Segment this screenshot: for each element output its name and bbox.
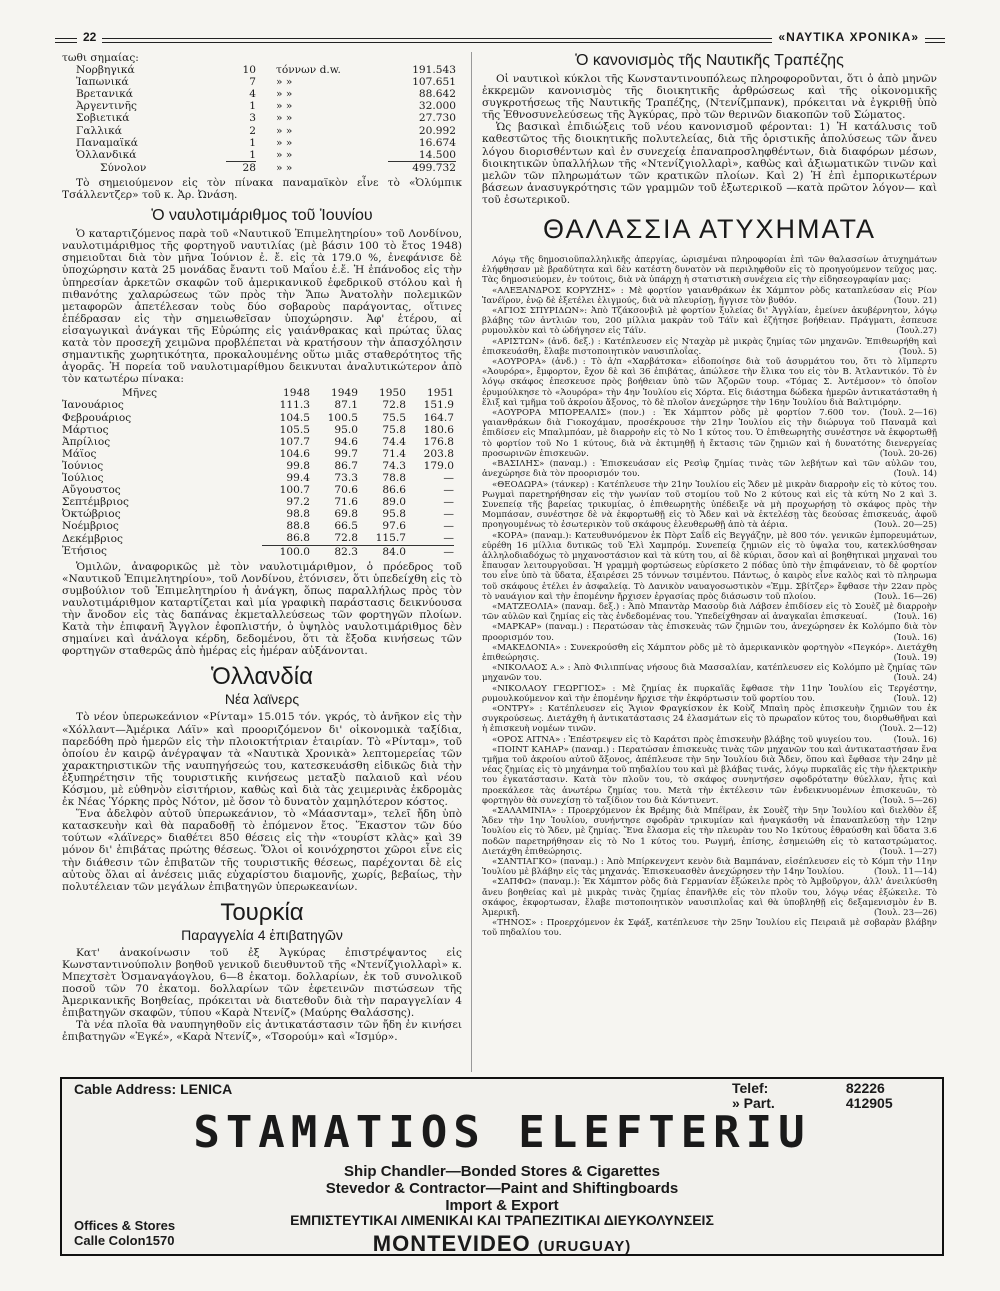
flag-name: Νορβηγικά bbox=[76, 64, 135, 77]
flag-unit: » » bbox=[276, 112, 293, 125]
index-value: — bbox=[443, 484, 454, 497]
index-row bbox=[62, 508, 454, 520]
flag-unit: » » bbox=[276, 100, 293, 113]
index-row bbox=[62, 532, 454, 545]
index-value: 115.7 bbox=[375, 532, 406, 545]
city-name: MONTEVIDEO bbox=[372, 1231, 531, 1256]
index-value: 75.5 bbox=[382, 411, 406, 424]
flag-tons: 191.543 bbox=[412, 64, 456, 77]
index-value: 74.3 bbox=[382, 459, 406, 472]
index-value: 99.4 bbox=[286, 472, 310, 484]
index-month: Νοέμβριος bbox=[62, 520, 119, 533]
accident-entry bbox=[482, 745, 937, 806]
accident-entry bbox=[482, 663, 937, 683]
flags-note: Τὸ σημειούμενον εἰς τὸν πίνακα παναμαϊκὸν εἶνε τὸ «Ὀλύμπικ Τσάλλεντζερ» τοῦ κ. Ἀρ. Ὠνάση. bbox=[62, 176, 462, 202]
accident-entry bbox=[482, 622, 937, 642]
index-header-year: 1950 bbox=[379, 387, 406, 400]
index-value: 151.9 bbox=[423, 399, 454, 412]
index-value: 86.7 bbox=[334, 459, 358, 472]
accident-entry bbox=[482, 408, 937, 459]
accident-entry bbox=[482, 918, 937, 938]
ad-line-2: Stevedor & Contractor—Paint and Shiftingboards bbox=[325, 1180, 679, 1197]
accident-date: (Ἰουλ. 5—26) bbox=[879, 795, 937, 806]
flag-row bbox=[76, 64, 456, 76]
magazine-title: «ΝΑΥΤΙΚΑ ΧΡΟΝΙΚΑ» bbox=[772, 30, 925, 44]
accident-text: «ΣΑΛΑΜΙΝΙΑ» : Προερχόμενον ἐκ Βρέμης διὰ Μπέϊραν, ἐκ Σουὲζ τὴν 5ην Ἰουλίου καὶ διελθὸν ἐξ Ἄδεν τὴν 1ην Ἰουλίου, συνήντησε σφοδρὰν τρικυμίαν καὶ ἠναγκάσθη νὰ ἐπαναπλεύσῃ τὴν 12ην Ἰουλίου εἰς τὸ Ἄδεν, μὲ ζημίας. Ἕνα ἔλασμα εἰς τὴν πλευρὰν του Νο 1κύτους ἐθραύσθη καὶ ὕδατα 3.6 ποδῶν παρετηρήθησαν εἰς τὸ Νο 1 κύτος του. Ρωγμή, ἐπίσης, ἐσημειώθη εἰς τὸ καταστρώματος. Διετάχθη ἐπιθεώρησις. bbox=[482, 806, 937, 857]
flag-total-unit: » » bbox=[276, 161, 293, 174]
index-row bbox=[62, 484, 454, 496]
index-month: Ἰανουάριος bbox=[62, 399, 124, 412]
index-month: Φεβρουάριος bbox=[62, 411, 132, 424]
index-value: 87.1 bbox=[334, 399, 358, 412]
index-value: 97.6 bbox=[382, 520, 406, 533]
accident-text: «ΒΑΣΙΛΗΣ» (παναμ.) : Ἐπισκευάσαν εἰς Ρεσὶφ ζημίας τινὰς τῶν λεβήτων καὶ τῶν αὐλῶν του, ἀνεχώρησε διὰ τὸν προορισμόν του. bbox=[482, 459, 937, 480]
accident-entry bbox=[482, 877, 937, 918]
index-header-months: Μῆνες bbox=[122, 387, 158, 400]
index-value: 98.8 bbox=[286, 508, 310, 521]
flag-row bbox=[76, 88, 456, 100]
flag-name: Παναμαϊκά bbox=[76, 136, 138, 149]
index-annual-row bbox=[62, 545, 454, 558]
index-annual-value: 84.0 bbox=[358, 545, 406, 558]
turkey-subtitle: Παραγγελία 4 ἐπιβατηγῶν bbox=[181, 926, 343, 943]
sea-accidents-title: ΘΑΛΑΣΣΙΑ ΑΤΥΧΗΜΑΤΑ bbox=[543, 214, 876, 245]
ad-line-3: Import & Export bbox=[445, 1197, 559, 1214]
accident-date: (Ἰουν. 21) bbox=[893, 295, 937, 306]
index-value: 72.8 bbox=[334, 532, 358, 545]
index-value: 104.5 bbox=[279, 411, 310, 424]
accident-date: (Ἰουλ. 24) bbox=[893, 673, 937, 684]
offices-address: Calle Colon1570 bbox=[74, 1233, 175, 1248]
turkey-paragraph-2: Τὰ νέα πλοῖα θὰ ναυπηγηθοῦν εἰς ἀντικατάστασιν τῶν ἤδη ἐν κινήσει ἐπιβατηγῶν «Ἐγκέ», «Καρὰ Ντενίζ», «Τσορούμ» καὶ «Ἰσμύρ». bbox=[62, 1019, 462, 1044]
freight-index-title: Ὁ ναυλοτιμάριθμος τοῦ Ἰουνίου bbox=[151, 207, 373, 225]
flag-row bbox=[76, 76, 456, 88]
accident-entry bbox=[482, 643, 937, 663]
accident-date: (Ἰουλ. 14) bbox=[893, 469, 937, 480]
flag-row bbox=[76, 137, 456, 149]
freight-index-table bbox=[62, 387, 454, 557]
index-month: Μάϊος bbox=[62, 447, 97, 460]
index-row bbox=[62, 424, 454, 436]
accident-date: (Ἰουλ. 16—26) bbox=[874, 591, 937, 602]
accident-date: (Ἰουλ.27) bbox=[896, 326, 937, 337]
accident-date: (Ἰουλ. 16) bbox=[893, 612, 937, 623]
accidents-intro: Λόγῳ τῆς δημοσιοϋπαλληλικῆς ἀπεργίας, ὡρισμέναι πληροφορίαι ἐπὶ τῶν θαλασσίων ἀτυχημάτων ἐλήφθησαν μὲ βραδύτητα καὶ δὲν κατέστη δυνατὸν νὰ περιληφθοῦν εἰς τὸ προηγούμενον τεῦχος μας. Τὰς δημοσιεύομεν, ἐν τούτοις, διὰ νὰ ὑπάρχῃ ἡ στατιστικὴ συνέχεια εἰς τὴν εἰδησεογραφίαν μας: bbox=[482, 255, 937, 286]
index-annual-value: 82.3 bbox=[310, 545, 358, 558]
flag-unit: » » bbox=[276, 88, 293, 101]
index-month: Μάρτιος bbox=[62, 423, 109, 436]
freight-paragraph-2: Ὁμιλῶν, ἀναφορικῶς μὲ τὸν ναυλοτιμάριθμον, ὁ πρόεδρος τοῦ «Ναυτικοῦ Ἐπιμελητηρίου», τοῦ Λονδίνου, ἐτόνισεν, ὅτι ὑπεδείχθη εἰς τὸ συμβούλιον τοῦ Ἐπιμελητηρίου ἡ ἀνάγκη, ὅπως παραλλήλως πρὸς τὸν ναυλοτιμάριθμον καταρτίζεται καὶ μία γραφικὴ παράστασις δεικνύουσα τὴν ἄνοδον εἰς τὰς δαπάνας ἐκμεταλλεύσεως τῶν φορτηγῶν πλοίων. Κατὰ τὴν ἐπιφανῆ Ἄγγλον ἐφοπλιστήν, ὁ ὑψηλὸς ναυλοτιμάριθμος δὲν σημαίνει καὶ ἀνάλογα κέρδη, δεδομένου, ὅτι τὰ ἔξοδα κινήσεως τῶν φορτηγῶν σταθερῶς ἀπὸ ἡμέρας εἰς ἡμέραν αὐξάνονται. bbox=[62, 560, 462, 658]
accident-date: (Ἰουλ. 1—27) bbox=[879, 846, 937, 857]
index-value: — bbox=[443, 520, 454, 533]
flag-name: Ἰαπωνικά bbox=[76, 76, 129, 89]
right-column bbox=[482, 52, 937, 939]
holland-title: Ὁλλανδία bbox=[211, 663, 313, 691]
accident-text: «ΜΑΤΖΕΟΛΙΑ» (παναμ. δεξ.) : Ἀπὸ Μπαντὰρ Μασοὺρ διὰ Λάβσεν ἐπιδίσεν εἰς τὸ Σουὲζ μὲ διαρροὴν τῶν αὐλῶν καὶ ζημίας εἰς τὰς ἐνδεδομένας του. Ὑπεδείχθησαν αἱ ἀναγκαῖαι ἐπισκευαί. bbox=[482, 601, 937, 623]
accident-date: (Ἰουλ. 2—12) bbox=[879, 724, 937, 735]
accident-entry bbox=[482, 857, 937, 877]
telephone-part-label: » Part. bbox=[732, 1095, 775, 1111]
accident-entry bbox=[482, 286, 937, 306]
accident-entry bbox=[482, 806, 937, 857]
accident-entry bbox=[482, 602, 937, 622]
bank-paragraph-2: Ὡς βασικαὶ ἐπιδιώξεις τοῦ νέου κανονισμοῦ φέρονται: 1) Ἡ κατάλυσις τοῦ καθεστῶτος τῆς διοικητικῆς πολυτελείας, διὰ τῆς ὁριστικῆς ἀπολύσεως τῶν ἄνευ λόγου διορισθέντων καὶ ἐν συνεχείᾳ ἐπαναπροσληφθέντων, διὰ διαφόρων μέσων, διοικητικῶν ὑπαλλήλων τῆς «Ντενίζγιολλαρὶ», καθὼς καὶ ἀξιωματικῶν τινῶν καὶ μελῶν τῶν πληρωμάτων τῶν κρατικῶν πλοίων. Καὶ 2) Ἡ ἐπὶ ἐμπορικωτέρων βάσεων ἀνασυγκρότησις τῶν γραμμῶν τοῦ ἐξωτερικοῦ —κατὰ πρῶτον λόγον— καὶ τοῦ ἐσωτερικοῦ. bbox=[482, 121, 937, 206]
index-value: 73.3 bbox=[334, 472, 358, 484]
index-value: 100.7 bbox=[279, 484, 310, 497]
index-month: Δεκέμβριος bbox=[62, 532, 123, 545]
telephone-number-2: 412905 bbox=[845, 1095, 893, 1111]
cable-address: Cable Address: LENICA bbox=[74, 1081, 233, 1097]
index-value: 107.7 bbox=[279, 435, 310, 448]
index-month: Αὔγουστος bbox=[62, 484, 121, 497]
ad-line-1: Ship Chandler—Bonded Stores & Cigarettes bbox=[344, 1163, 660, 1180]
company-name: STAMATIOS ELEFTERIU bbox=[193, 1107, 811, 1158]
index-value: 69.8 bbox=[334, 508, 358, 521]
flag-unit: » » bbox=[276, 136, 293, 149]
accident-entry bbox=[482, 459, 937, 479]
index-value: 78.8 bbox=[382, 472, 406, 484]
index-value: 86.8 bbox=[286, 532, 310, 545]
index-annual-label: Ἐτήσιος bbox=[62, 545, 107, 558]
accident-text: «ΝΙΚΟΛΑΟΣ Α.» : Ἀπὸ Φιλιππίνας νήσους διὰ Μασσαλίαν, κατέπλευσεν εἰς Κολόμπο μὲ ζημίας τῶν μηχανῶν του. bbox=[482, 663, 937, 684]
telephone-number-1: 82226 bbox=[845, 1080, 885, 1096]
telephone-label: Telef: bbox=[732, 1080, 769, 1096]
index-row bbox=[62, 399, 454, 411]
flag-total-row bbox=[76, 161, 456, 174]
index-value: — bbox=[443, 472, 454, 484]
flag-tons: 88.642 bbox=[418, 88, 456, 101]
index-value: — bbox=[443, 532, 454, 545]
accident-entry bbox=[482, 531, 937, 602]
accident-text: «ΝΙΚΟΛΑΟΥ ΓΕΩΡΓΙΟΣ» : Μὲ ζημίας ἐκ πυρκαϊᾶς ἔφθασε τὴν 11ην Ἰουλίου εἰς Τεργέστην, ρυμουλκούμενον καὶ τὴν ἐπομένην ἤρχισε τὴν ἐκφόρτωσιν τοῦ φορτίου του. bbox=[482, 683, 937, 704]
flag-row bbox=[76, 112, 456, 124]
accident-text: «ΑΛΕΞΑΝΔΡΟΣ ΚΟΡΥΖΗΣ» : Μὲ φορτίον γαιανθράκων ἐκ Χάμπτον ρὸδς καταπλεύσαν εἰς Ρίον Ἰανέϊρον, ἐνῷ δὲ ἐξετέλει ἐλιγμούς, διὰ νὰ πλευρίσῃ, ἤγγισε τὸν βυθόν. bbox=[482, 285, 937, 306]
flag-count: 1 bbox=[249, 148, 256, 161]
index-annual-value: 100.0 bbox=[262, 545, 310, 558]
index-value: 180.6 bbox=[423, 423, 454, 436]
column-divider bbox=[471, 52, 472, 1072]
accident-entry bbox=[482, 480, 937, 531]
flag-tons: 32.000 bbox=[418, 100, 456, 113]
index-value: 88.8 bbox=[286, 520, 310, 533]
flag-unit: » » bbox=[276, 124, 293, 137]
flag-total-name: Σύνολον bbox=[100, 161, 147, 174]
accident-entry bbox=[482, 684, 937, 704]
flag-unit: » » bbox=[276, 149, 293, 161]
index-value: 176.8 bbox=[423, 435, 454, 448]
ad-line-4: ΕΜΠΙΣΤΕΥΤΙΚΑΙ ΛΙΜΕΝΙΚΑΙ ΚΑΙ ΤΡΑΠΕΖΙΤΙΚΑΙ ΔΙΕΥΚΟΛΥΝΣΕΙΣ bbox=[290, 1212, 714, 1228]
index-value: — bbox=[443, 496, 454, 509]
index-value: 99.7 bbox=[334, 447, 358, 460]
flag-name: Ἀργεντινῆς bbox=[76, 100, 137, 113]
flag-total-count: 28 bbox=[226, 161, 256, 174]
flag-total-tons: 499.732 bbox=[388, 161, 456, 174]
index-value: 74.4 bbox=[382, 435, 406, 448]
index-value: 95.8 bbox=[382, 508, 406, 521]
flag-name: Σοβιετικά bbox=[76, 112, 130, 125]
flag-count: 3 bbox=[249, 112, 256, 125]
index-value: 105.5 bbox=[279, 423, 310, 436]
index-value: 75.8 bbox=[382, 423, 406, 436]
accident-text: «ΤΗΝΟΣ» : Προερχόμενον ἐκ Σφάξ, κατέπλευσε τὴν 25ην Ἰουλίου εἰς Πειραιᾶ μὲ σοβαρὰν βλάβην τοῦ πηδαλίου του. bbox=[482, 918, 937, 939]
city-line bbox=[62, 1231, 942, 1257]
accident-text: «ΣΑΠΦΩ» (παναμ.): Ἐκ Χάμπτον ρὸδς διὰ Γερμανίαν ἐξώκειλε πρὸς τὸ Ἀμβοῦργον, ἀλλ' ἀνειλκύσθη ἄνευ βοηθείας καὶ μὲ μικρὰς τινὰς ζημίας ἐπανῆλθε εἰς τὸν πλοῦν του, λόγῳ νέας ἐξώκειλε. Τὸ σκάφος, ἐκφορτωσαν, ἔλαβε πιστοποιητικὸν ναυσιπλοΐας καὶ θὰ ὑποβληθῇ εἰς δεξαμενισμὸν ἐν Β. Ἀμερικῆ. bbox=[482, 877, 937, 919]
index-value: 111.3 bbox=[279, 399, 310, 412]
accident-text: «ΑΟΥΡΟΡΑ ΜΠΟΡΕΑΛΙΣ» (πον.) : Ἐκ Χάμπτον ρὸδς μὲ φορτίον 7.600 τον. γαιανθράκων διὰ Γιοκοχάμαν, προσέκρουσε τὴν 21ην Ἰουλίου εἰς τὴν διώρυγα τοῦ Παναμᾶ καὶ ἐπιδίσεν εἰς Μπαλμπόαν, μὲ διαρροὴν εἰς τὸ Νο 1 κύτος του. Ὁ ἐπιθεωρητὴς συνέστησε νὰ ἐκφορτωθῇ τὸ φορτίον τοῦ Νο 1 κύτους, διὰ νὰ ἐκτιμηθῇ ἡ ἔκτασις τῶν ζημιῶν καὶ ἡ δυνατότης διενεργείας προσωρινῶν ἐπισκευῶν. bbox=[482, 408, 937, 459]
accident-entry bbox=[482, 337, 937, 357]
index-value: 203.8 bbox=[423, 447, 454, 460]
index-value: 86.6 bbox=[382, 484, 406, 497]
index-value: 164.7 bbox=[423, 411, 454, 424]
flags-intro: τωθι σημαίας: bbox=[62, 52, 139, 64]
index-month: Ὀκτώβριος bbox=[62, 508, 121, 521]
accident-text: «ΑΡΙΣΤΩΝ» (ἀνδ. δεξ.) : Κατέπλευσεν εἰς Νταχὰρ μὲ μικρὰς ζημίας τῶν μηχανῶν. Ἐπιθεωρήθη καὶ ἐπισκευάσθη, ἔλαβε πιστοποιητικὸν ναυσιπλοΐας. bbox=[482, 336, 937, 357]
accident-date: (Ἰουλ. 20-26) bbox=[879, 448, 937, 459]
page-number: 22 bbox=[77, 30, 102, 44]
accident-text: «ΑΓΙΟΣ ΣΠΥΡΙΔΩΝ»: Ἀπὸ Τζάκσονβιλ μὲ φορτίον ξυλείας δι' Ἀγγλίαν, ἐμείνεν ἀκυβέρνητον, λόγῳ βλάβης τῶν ἀντλιῶν του, 200 μίλλια μακρὰν τοῦ Τάϊν καὶ ἐζήτησε βοήθειαν. Πράγματι, ἐσπευσε ρυμουλκὸν καὶ τὸ ὡδήγησεν εἰς Τάϊν. bbox=[482, 306, 937, 337]
sea-accidents-list bbox=[482, 255, 937, 939]
index-header-year: 1948 bbox=[283, 387, 310, 400]
accident-text: «ΜΑΚΕΔΟΝΙΑ» : Συνεκρούσθη εἰς Χάμπτον ρὸδς μὲ τὸ ἀμερικανικὸν φορτηγὸν «Πεγκόρ». Διετάχθη ἐπιθεώρησις. bbox=[482, 642, 937, 663]
accident-date: (Ἰουλ. 11—14) bbox=[874, 867, 937, 878]
index-row bbox=[62, 496, 454, 508]
index-header-year: 1949 bbox=[331, 387, 358, 400]
flag-row bbox=[76, 149, 456, 162]
index-row bbox=[62, 412, 454, 424]
page-header bbox=[55, 30, 945, 48]
flag-tons: 14.500 bbox=[418, 148, 456, 161]
flag-name: Ὁλλανδικά bbox=[76, 149, 137, 161]
holland-paragraph-1: Τὸ νέον ὑπερωκεάνιον «Ρίνταμ» 15.015 τόν. γκρός, τὸ ἀνῆκον εἰς τὴν «Χόλλαντ—Ἀμέρικα Λάϊν» καὶ προοριζόμενον δι' οἰκονομικὰ ταξίδια, παρεδόθη πρὸ ἡμερῶν εἰς τὴν πλοιοκτήτριαν ἑταιρίαν. Τὸ «Ρίνταμ», τοῦ ὁποίου ἐν καιρῷ ἀνέγραψαν τὰ «Ναυτικὰ Χρονικὰ» λεπτομερείας τῶν χαρακτηριστικῶν τῆς ναυπηγήσεώς του, κατεσκευάσθη εἰδικῶς διὰ τὴν ἐξυπηρέτησιν τῆς τουριστικῆς κινήσεως μεταξὺ παλαιοῦ καὶ νέου Κόσμου, μὲ εὐθηνὸν εἰσιτήριον, καθὼς καὶ διὰ τὰς χειμερινὰς ἐκδρομὰς ἐκ Νέας Ὑόρκης πρὸς Νότον, μὲ ὅσον τὸ δυνατὸν χαμηλότερον κόστος. bbox=[62, 711, 462, 809]
freight-paragraph-1: Ὁ καταρτιζόμενος παρὰ τοῦ «Ναυτικοῦ Ἐπιμελητηρίου» τοῦ Λονδίνου, ναυλοτιμάριθμος τῆς φορτηγοῦ ναυτιλίας (μὲ βάσιν 100 τὸ ἔτος 1948) σημειοῦται διὰ τὸν μῆνα Ἰούνιον ἐ. ἔ. εἰς τὰ 179.0 %, ἐνεφάνισε δὲ ὑποχώρησιν κατὰ 25 μονάδας ἔναντι τοῦ Μαΐου ἐ.ἔ. Ἡ ἐπάνοδος εἰς τὴν ὑπηρεσίαν ἀρκετῶν σκαφῶν τοῦ ἀμερικανικοῦ ἐφεδρικοῦ στόλου καὶ ἡ πιθανότης χαλαρώσεως τῶν πρὸς τὴν Ἄπω Ἀνατολὴν πολεμικῶν μεταφορῶν ἀπετέλεσαν τοὺς δύο σοβαροὺς παράγοντας, οἵτινες ἐπέδρασαν εἰς τὴν σημειωθεῖσαν ὑποχώρησιν. Ἀφ' ἑτέρου, αἱ εἰσαγωγικαὶ ἀνάγκαι τῆς Εὐρώπης εἰς γαιάνθρακας καὶ πρώτας ὕλας κατὰ τὸν προσεχῆ χειμῶνα προβλέπεται νὰ κρατήσουν τὴν ἀπασχόλησιν σημαντικῆς χωρητικότητα, προκαλουμένης οὕτω μιᾶς σταθερότητος τῆς ἀγορᾶς. Ἡ πορεία τοῦ ναυλοτιμαρίθμου δεικνυται ἀναλυτικώτερον ἀπὸ τὸν κατωτέρω πίνακα: bbox=[62, 228, 462, 386]
flag-name: Βρετανικά bbox=[76, 88, 133, 101]
index-month: Ἰούλιος bbox=[62, 472, 104, 484]
index-value: 71.6 bbox=[334, 496, 358, 509]
index-value: 99.8 bbox=[286, 459, 310, 472]
index-month: Σεπτέμβριος bbox=[62, 496, 129, 509]
accident-date: (Ἰουλ. 5) bbox=[899, 346, 937, 357]
turkey-title: Τουρκία bbox=[220, 898, 304, 926]
accident-entry bbox=[482, 357, 937, 419]
flag-count: 4 bbox=[249, 88, 256, 101]
flag-tons: 20.992 bbox=[418, 124, 456, 137]
flag-row bbox=[76, 100, 456, 112]
advertisement bbox=[60, 1077, 944, 1256]
flag-row bbox=[76, 125, 456, 137]
flag-tons: 16.674 bbox=[418, 136, 456, 149]
flag-count: 10 bbox=[242, 64, 256, 77]
accident-entry bbox=[482, 704, 937, 735]
index-row bbox=[62, 472, 454, 484]
index-row bbox=[62, 460, 454, 472]
index-value: 89.0 bbox=[382, 496, 406, 509]
index-row bbox=[62, 448, 454, 460]
accident-date: (Ἰουλ. 16) bbox=[893, 632, 937, 643]
flag-tons: 107.651 bbox=[412, 76, 456, 89]
index-value: 70.6 bbox=[334, 484, 358, 497]
accident-text: «ΑΟΥΡΟΡΑ» (ἀνδ.) : Τὸ ἁ/π «Χαρβάτσκα» εἰδοποίησε διὰ τοῦ ἀσυρμάτου του, ὅτι τὸ λῖμπερτυ «Ἀουρόρα», ἔμφορτον, ἔχον δὲ καὶ 36 ἐπιβάτας, ἀπώλεσε τὴν ἕλικα του εἰς τὸν Β. Ἀτλαντικόν. Τὸ ἐν λόγῳ σκάφος ἐπεσκευσε πρὸς βοήθειαν ὑπὸ τῶν Ἀζορῶν τουρ. «Τόμας Σ. Ἀντέμσον» τὸ ὁποῖον ἐρυμούλκησε τὸ «Ἀουρόρα» τὴν 4ην Ἰουλίου εἰς Χόρτα. Εἰς διάστημα δώδεκα ἡμερῶν ἀντικατάσταθη ἡ ἕλιξ καὶ τμῆμα τοῦ ἀκροίου ἄξονος, τὸ δὲ πλοῖον ἀνεχώρησε τὴν 16ην Ἰουλίου διὰ Βαλτιμόρην. bbox=[482, 357, 937, 408]
accident-date: (Ἰουλ. 12) bbox=[893, 693, 937, 704]
flag-count: 7 bbox=[249, 76, 256, 89]
index-annual-value: — bbox=[406, 545, 454, 558]
accident-text: «ΚΟΡΑ» (παναμ.): Κατευθυνόμενον ἐκ Πὸρτ Σαΐδ εἰς Βεγγάζην, μὲ 800 τόν. γενικῶν ἐμπορευμάτων, εὑρέθη 16 μίλλια δυτικῶς τοῦ Ἐλὶ Χαμπρόμ. Συνεπείᾳ ζημιῶν εἰς τὸ ὑψαλα του, κατεκλύσθησαν ἀλληλοδιαδόχως τὸ μηχανοστάσιον καὶ τὰ κύτη του, αἱ δὲ κύριαι, ὅσον καὶ αἱ βοηθητικαὶ μηχαναὶ του ἔπαυσαν λειτουργοῦσαι. Ἡ γραμμὴ φορτώσεως εὑρίσκετο 2 πόδας ὑπὸ τὴν ἐπιφάνειαν, τὸ δὲ φορτίον του εἶνε ὑπὸ τὰ ὕδατα, ἐξαιρέσει 25 τόννων τσιμέντου. Πάντως, ὁ καιρὸς εἶνε καλὸς καὶ τὸ πληρωμα τοῦ σκάφους ἐτέλει ἐν ἀσφαλείᾳ. Τὸ Δανικὸν ναυαγοσωστικὸν «Ἐμμ. Σβίτζερ» ἔφθασε τὴν 22αν πρὸς τὸ ναυάγιον καὶ τὴν ἐπομένην ἤρχισεν ἐργασίας πρὸς διάσωσιν τοῦ πλοίου. bbox=[482, 530, 937, 602]
country-name: (URUGUAY) bbox=[537, 1238, 632, 1255]
index-value: 72.8 bbox=[382, 399, 406, 412]
accident-date: (Ἰουλ. 20—25) bbox=[874, 520, 937, 531]
accident-text: «ΣΑΝΤΙΑΓΚΟ» (παναμ.) : Ἀπὸ Μπίρκενχεντ κενὸν διὰ Βαμπάναν, εἰσέπλευσεν εἰς τὸ Κόμπ τὴν 11ην Ἰουλίου μὲ βλάβην εἰς τὰς μηχανάς. Ἐπισκευασθὲν ἀνεχώρησεν τὴν 14ην Ἰουλίου. bbox=[482, 857, 937, 878]
accident-text: «ΘΕΟΔΩΡΑ» (τάνκερ) : Κατέπλευσε τὴν 21ην Ἰουλίου εἰς Ἄδεν μὲ μικρὰν διαρροὴν εἰς τὸ κύτος του. Ρωγμαὶ παρετηρήθησαν εἰς τὴν γωνίαν τοῦ στομίου τοῦ Νο 2 κύτους καὶ εἰς τὰ κύτη Νο 2 καὶ 3. Συνεπείᾳ τῆς βαρείας τρικυμίας, ὁ ἐπιθεωρητὴς ὑπέδειξε νὰ μὴ προχωρήσῃ τὸ σκάφος πρὸς τὴν Μομπάσαν, συνέστησε δὲ νὰ ἐκφορτωθῇ εἰς τὸ Ἄδεν καὶ νὰ ἐκτελέσῃ τὰς δεούσας ἐπισκευάς, ἀφοῦ προηγουμένως τὸ ἐσωτερικὸν τοῦ σκάφους ἐλευθερωθῇ ἀπὸ τὰ ἀέρια. bbox=[482, 479, 937, 531]
accident-text: «ΟΡΟΣ ΑΙΤΝΑ» : Ἐπέστρεψεν εἰς τὸ Καράτσι πρὸς ἐπισκευὴν βλάβης τοῦ ψυγείου του. bbox=[492, 734, 872, 745]
bank-regulation-title: Ὁ κανονισμὸς τῆς Ναυτικῆς Τραπέζης bbox=[575, 52, 844, 69]
flags-table bbox=[76, 64, 456, 174]
index-month: Ἰούνιος bbox=[62, 459, 104, 472]
flag-count: 1 bbox=[249, 136, 256, 149]
flag-unit: » » bbox=[276, 76, 293, 89]
flag-name: Γαλλικά bbox=[76, 124, 122, 137]
index-value: 66.5 bbox=[334, 520, 358, 533]
index-value: 97.2 bbox=[286, 496, 310, 509]
flag-count: 1 bbox=[249, 100, 256, 113]
accident-entry bbox=[482, 735, 937, 745]
accident-text: «ΠΟΙΝΤ ΚΑΗΑΡ» (παναμ.) : Περατώσαν ἐπισκευὰς τινὰς τῶν μηχανῶν του καὶ ἀντικαταστήσαν ἕνα τμῆμα τοῦ ἀκροίου αὐτοῦ ἄξονος, ἀπέπλευσε τὴν 5ην Ἰουλίου διὰ Ἄδεν, ὅπου καὶ ἔφθασε τὴν 24ην μὲ νέας ζημίας εἰς τὸ μηχάνημα τοῦ πηδαλίου του καὶ μὲ βλάβας τινάς, λόγῳ πυρκαϊᾶς εἰς τὴν ἠλεκτρικὴν του ἐγκατάστασιν. Κατὰ τὸν πλοῦν του, τὸ σκάφος συνηντήσεν σφοδρότατην θύελλαν, ἧτις καὶ προεκάλεσε τὰς ἀνωτέρω ζημίας του. Μετὰ τὴν ἐκτέλεσιν τῶν ἐνδεικνυομένων ἐπισκευῶν, τὸ φορτηγὸν θὰ συνεχίσῃ τὸ ταξίδιον του διὰ Κόντινεντ. bbox=[482, 744, 937, 806]
index-value: 95.0 bbox=[334, 423, 358, 436]
accident-entry bbox=[482, 306, 937, 337]
index-value: 94.6 bbox=[334, 435, 358, 448]
index-value: — bbox=[443, 508, 454, 521]
accident-date: (Ἰουλ. 16) bbox=[893, 734, 937, 745]
index-header-year: 1951 bbox=[427, 387, 454, 400]
accident-text: «ΟΝΤΡΥ» : Κατέπλευσεν εἰς Ἅγιον Φραγκίσκον ἐκ Κοὺζ Μπαὶη πρὸς ἐπισκευὴν ζημιῶν του ἐκ συγκρούσεως. Διετάχθη ἡ ἀντικατάστασις 24 ἐλασμάτων εἰς τὸ πρωραῖον κύτος του, διορθωθῆναι καὶ ἡ ἐπισκευὴ νομέων τινῶν. bbox=[482, 703, 937, 735]
bank-paragraph-1: Οἱ ναυτικοὶ κύκλοι τῆς Κωνσταντινουπόλεως πληροφοροῦνται, ὅτι ὁ ἀπὸ μηνῶν ἐκκρεμῶν κανονισμὸς τῆς διοικητικῆς ἀρθρώσεως καὶ τῆς οἰκονομικῆς συγκροτήσεως τῆς Ναυτικῆς Τραπέζης, (Ντενίζμπανκ), πρόκειται νὰ ἐγκριθῇ ὑπὸ τῆς Ἐθνοσυνελεύσεως τῆς Ἀγκύρας, πρὸ τῶν θερινῶν διακοπῶν τοῦ Σώματος. bbox=[482, 73, 937, 122]
left-column bbox=[62, 52, 462, 1044]
turkey-paragraph-1: Κατ' ἀνακοίνωσιν τοῦ ἐξ Ἀγκύρας ἐπιστρέψαντος εἰς Κωνσταντινούπολιν βοηθοῦ γενικοῦ διευθυντοῦ τῆς «Ντενίζγιολλαρὶ» κ. Μπεχτσὲτ Ὀσμαναγάογλου, 6—8 ἑκατομ. δολλαρίων, ἐκ τοῦ συνολικοῦ ποσοῦ τῶν 70 ἑκατομ. δολλαρίων τῶν ἐφετεινῶν πιστώσεων τῆς Ἀμερικανικῆς Βοηθείας, πρόκειται νὰ διατεθοῦν διὰ τὴν παραγγελίαν 4 ἐπιβατηγῶν σκαφῶν, τύπου «Καρὰ Ντενίζ» (Μαύρης Θαλάσσης). bbox=[62, 946, 462, 1020]
accident-date: (Ἰουλ. 23—26) bbox=[874, 908, 937, 919]
accident-text: «ΜΑΡΚΑΡ» (παναμ.) : Περατώσαν τὰς ἐπισκευὰς τῶν ζημιῶν του, ἀνεχώρησεν ἐκ Κολόμπο διὰ τὸν προορισμόν του. bbox=[482, 622, 937, 643]
index-row bbox=[62, 520, 454, 532]
index-value: 100.5 bbox=[327, 411, 358, 424]
holland-paragraph-2: Ἕνα ἀδελφὸν αὐτοῦ ὑπερωκεάνιον, τὸ «Μάασνταμ», τελεῖ ἤδη ὑπὸ κατασκευὴν καὶ θὰ παραδοθῇ τὸ ἐπόμενον ἔτος. Ἕκαστον τῶν δύο τούτων «λάϊνερς» διαθέτει 850 θέσεις εἰς τὴν «τουρίστ κλὰς» καὶ 39 μόνον δι' ἐπιβάτας πρώτης θέσεως. Ὅλοι οἱ κοινόχρηστοι χῶροι εἶνε εἰς τὴν διάθεσιν τῶν ἐπιβατῶν τῆς τουριστικῆς θέσεως, παρέχονται δὲ εἰς αὐτοὺς ὅλαι αἱ ἀνέσεις μιᾶς εὐχαρίστου διαμονῆς, χωρίς, βεβαίως, τὴν πολυτέλειαν τῶν μεγάλων ἐπιβατηγῶν ὑπερωκεανίων. bbox=[62, 808, 462, 893]
holland-subtitle: Νέα λαϊνερς bbox=[224, 691, 300, 708]
flag-unit: τόννων d.w. bbox=[276, 64, 341, 77]
flag-tons: 27.730 bbox=[418, 112, 456, 125]
index-value: 179.0 bbox=[423, 459, 454, 472]
index-row bbox=[62, 436, 454, 448]
flag-count: 2 bbox=[249, 124, 256, 137]
index-month: Ἀπρίλιος bbox=[62, 435, 111, 448]
accident-date: (Ἰουλ. 19) bbox=[893, 652, 937, 663]
offices-label: Offices & Stores bbox=[74, 1218, 176, 1233]
index-value: 71.4 bbox=[382, 447, 406, 460]
accident-date: (Ἰουλ. 2—16) bbox=[879, 408, 937, 419]
index-value: 104.6 bbox=[279, 447, 310, 460]
